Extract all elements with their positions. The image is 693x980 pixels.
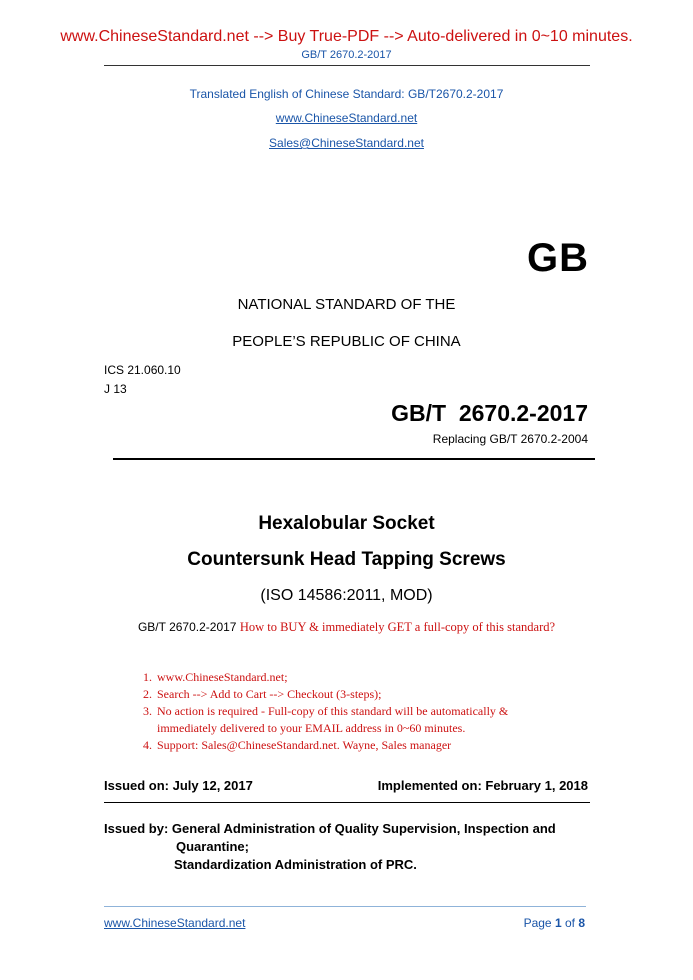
footer-website-link[interactable]: www.ChineseStandard.net [104, 916, 246, 930]
dates-divider [104, 802, 590, 803]
list-item: immediately delivered to your EMAIL address in 0~60 minutes. [157, 721, 466, 735]
list-item: 3. No action is required - Full-copy of this standard will be automatically & [143, 704, 509, 718]
purchase-steps [143, 669, 508, 754]
issued-date: Issued on: July 12, 2017 [104, 778, 253, 793]
translated-note: Translated English of Chinese Standard: GB/T2670.2-2017 [189, 87, 504, 101]
website-link-wrap [0, 111, 693, 125]
j-code: J 13 [104, 382, 127, 396]
replacing-note: Replacing GB/T 2670.2-2004 [432, 432, 588, 446]
list-item: 1. www.ChineseStandard.net; [143, 670, 288, 684]
purchase-code: GB/T 2670.2-2017 [137, 620, 237, 634]
purchase-heading [0, 620, 693, 635]
implemented-date: Implemented on: February 1, 2018 [377, 778, 588, 793]
gb-mark: GB [527, 236, 589, 280]
running-header: GB/T 2670.2-2017 [301, 49, 392, 61]
issuing-authority [104, 820, 604, 874]
document-title-line2: Countersunk Head Tapping Screws [187, 549, 506, 570]
issuer-line3: Standardization Administration of PRC. [174, 857, 417, 872]
ics-code: ICS 21.060.10 [104, 363, 181, 377]
list-item: 4. Support: Sales@ChineseStandard.net. Wayne, Sales manager [143, 738, 452, 752]
top-banner[interactable]: www.ChineseStandard.net --> Buy True-PDF --> Auto-delivered in 0~10 minutes. [60, 28, 633, 45]
current-page: 1 [554, 916, 562, 930]
website-link[interactable]: www.ChineseStandard.net [275, 111, 418, 125]
issuer-line2: Quarantine; [176, 839, 249, 854]
header-divider [104, 65, 590, 66]
national-standard-line1: NATIONAL STANDARD OF THE [237, 296, 456, 313]
list-item: 2. Search --> Add to Cart --> Checkout (3-steps); [143, 687, 382, 701]
how-to-buy-link[interactable]: How to BUY & immediately GET a full-copy of this standard? [239, 620, 556, 634]
page-number: Page 1 of 8 [523, 916, 585, 930]
iso-reference: (ISO 14586:2011, MOD) [260, 587, 433, 604]
issuer-line1: Issued by: General Administration of Quality Supervision, Inspection and [104, 821, 556, 836]
total-pages: 8 [578, 916, 585, 930]
national-standard-line2: PEOPLE’S REPUBLIC OF CHINA [232, 333, 461, 350]
standard-code: GB/T 2670.2-2017 [391, 400, 588, 426]
title-divider [113, 458, 595, 460]
email-link-wrap [0, 136, 693, 150]
document-title-line1: Hexalobular Socket [258, 513, 435, 534]
footer-divider [104, 906, 586, 907]
classification-codes [104, 361, 181, 399]
email-link[interactable]: Sales@ChineseStandard.net [269, 136, 424, 150]
